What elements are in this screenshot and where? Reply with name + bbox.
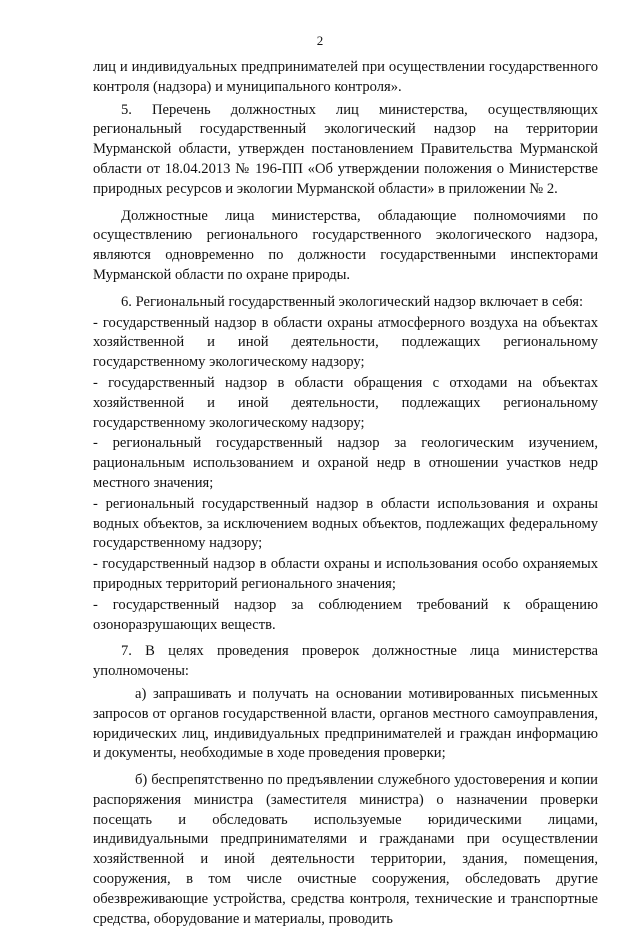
list-item-atmosphere: - государственный надзор в области охраны атмосферного воздуха на объектах хозяйственной и иной деятельности, подлежащих региональному государственному экологическому надзору; [93, 314, 598, 371]
paragraph-item-5: 5. Перечень должностных лиц министерства, осуществляющих региональный государственный экологический надзор на территории Мурманской области, утвержден постановлением Правительства Мурманской области от 18.04.2013 № 196-ПП «Об утверждении положения о Министерстве природных ресурсов и экологии Мурманской области» в приложении № 2. [93, 101, 598, 197]
paragraph-item-6: 6. Региональный государственный экологический надзор включает в себя: [121, 293, 584, 310]
paragraph-inspectors: Должностные лица министерства, обладающие полномочиями по осуществлению регионального государственного экологического надзора, являются одновременно по должности государственными инспекторами Мурманской области по охране природы. [93, 207, 598, 283]
list-item-ozone: - государственный надзор за соблюдением требований к обращению озоноразрушающих веществ. [93, 596, 598, 633]
list-item-water: - региональный государственный надзор в области использования и охраны водных объектов, за исключением водных объектов, подлежащих федеральному государственному надзору; [93, 495, 598, 552]
subitem-b: б) беспрепятственно по предъявлении служебного удостоверения и копии распоряжения министра (заместителя министра) о назначении проверки посещать и обследовать используемые юридическими лицами, индивидуальными предпринимателями и гражданами при осуществлении хозяйственной и иной деятельности территории, здания, помещения, сооружения, в том числе очистные сооружения, обследовать другие обезвреживающие устройства, средства контроля, технические и транспортные средства, оборудование и материалы, проводить [93, 772, 598, 927]
paragraph-continuation: лиц и индивидуальных предпринимателей при осуществлении государственного контроля (надзора) и муниципального контроля». [93, 59, 598, 95]
subitem-a: а) запрашивать и получать на основании мотивированных письменных запросов от органов государственной власти, органов местного самоуправления, юридических лиц, индивидуальных предпринимателей и граждан информацию и документы, необходимые в ходе проведения проверки; [93, 685, 598, 762]
list-item-waste: - государственный надзор в области обращения с отходами на объектах хозяйственной и иной деятельности, подлежащих региональному государственному экологическому надзору; [93, 374, 598, 431]
list-item-subsoil: - региональный государственный надзор за геологическим изучением, рациональным использованием и охраной недр в отношении участков недр местного значения; [93, 435, 598, 491]
page-number: 2 [316, 33, 324, 48]
document-body [93, 58, 598, 929]
list-item-protected-areas: - государственный надзор в области охраны и использования особо охраняемых природных территорий регионального значения; [93, 556, 598, 592]
paragraph-item-7: 7. В целях проведения проверок должностные лица министерства уполномочены: [93, 643, 598, 680]
